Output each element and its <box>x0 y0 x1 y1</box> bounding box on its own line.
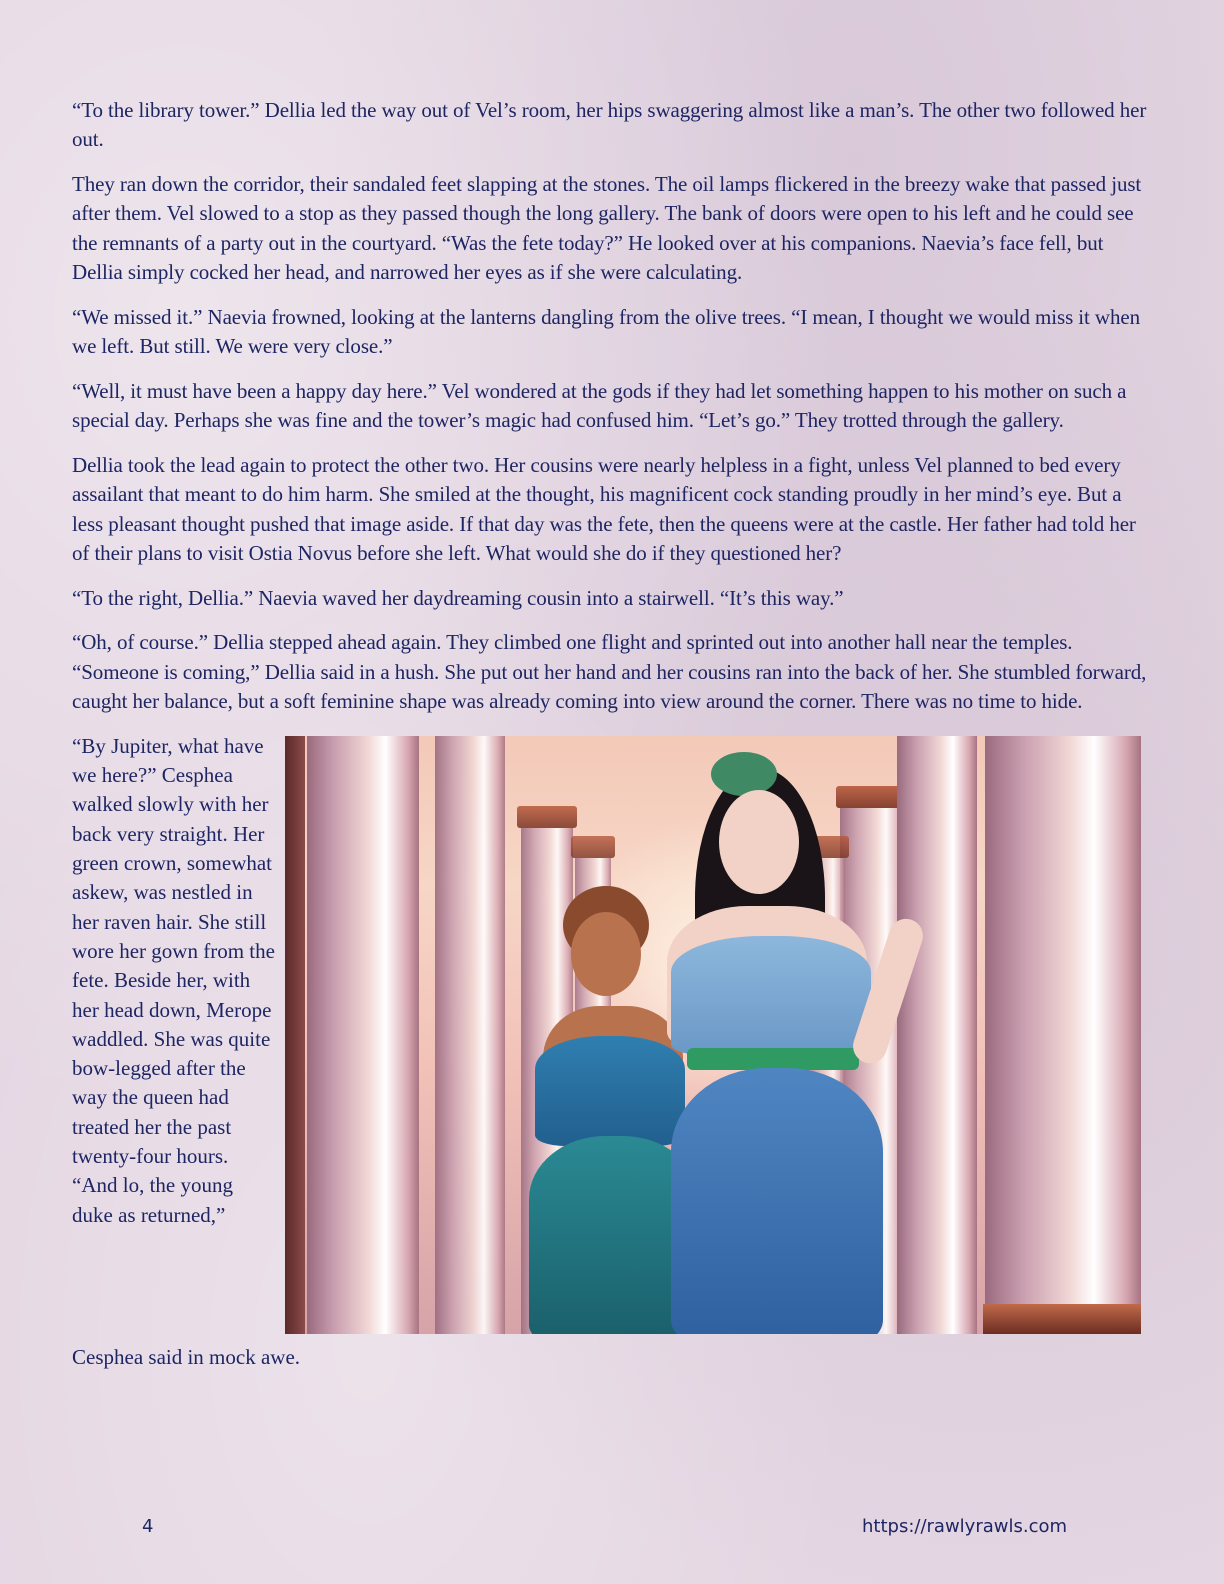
column-base <box>983 1304 1141 1334</box>
page-body <box>72 96 1152 1382</box>
column-capital <box>571 836 615 858</box>
page-number: 4 <box>142 1516 154 1537</box>
figure-cesphea <box>645 746 945 1334</box>
cesphea-crown <box>711 752 777 796</box>
story-paragraph: They ran down the corridor, their sandaled feet slapping at the stones. The oil lamps flickered in the breezy wake that passed just after them. Vel slowed to a stop as they passed though the long gallery. The bank of doors were open to his left and he could see the remnants of a party out in the courtyard. “Was the fete today?” He looked over at his companions. Naevia’s face fell, but Dellia simply cocked her head, and narrowed her eyes as if she were calculating. <box>72 172 1142 284</box>
story-paragraph: “To the library tower.” Dellia led the way out of Vel’s room, her hips swaggering almost like a man’s. The other two followed her out. <box>72 98 1147 152</box>
image-wrap-section <box>72 732 1152 1382</box>
cesphea-face <box>719 790 799 894</box>
story-paragraph: “We missed it.” Naevia frowned, looking at the lanterns dangling from the olive trees. “I mean, I thought we would miss it when we left. But still. We were very close.” <box>72 304 1141 359</box>
wrapped-paragraph-tail: Cesphea said in mock awe. <box>72 1344 301 1369</box>
website-link[interactable]: https://rawlyrawls.com <box>862 1516 1068 1537</box>
cesphea-belt <box>687 1048 859 1070</box>
cesphea-bodice <box>671 936 871 1056</box>
story-illustration <box>285 736 1141 1334</box>
column <box>307 736 419 1334</box>
cesphea-gown <box>671 1068 883 1334</box>
column-capital <box>517 806 577 828</box>
story-paragraph: Dellia took the lead again to protect the other two. Her cousins were nearly helpless in a fight, unless Vel planned to bed every assailant that meant to do him harm. She smiled at the thought, his magnificent cock standing proudly in her mind’s eye. But a less pleasant thought pushed that image aside. If that day was the fete, then the queens were at the castle. Her father had told her of their plans to visit Ostia Novus before she left. What would she do if they questioned her? <box>72 452 1136 565</box>
story-paragraph: “Oh, of course.” Dellia stepped ahead again. They climbed one flight and sprinted out into another hall near the temples. “Someone is coming,” Dellia said in a hush. She put out her hand and her cousins ran into the back of her. She stumbled forward, caught her balance, but a soft feminine shape was already coming into view around the corner. There was no time to hide. <box>72 630 1147 714</box>
wrapped-paragraph: “By Jupiter, what have we here?” Cesphea walked slowly with her back very straight. Her green crown, somewhat askew, was nestled in her raven hair. She still wore her gown from the fete. Beside her, with her head down, Merope waddled. She was quite bow-legged after the way the queen had treated her the past twenty-four hours. “And lo, the young duke as returned,” <box>72 733 275 1227</box>
story-paragraph: “Well, it must have been a happy day here.” Vel wondered at the gods if they had let something happen to his mother on such a special day. Perhaps she was fine and the tower’s magic had confused him. “Let’s go.” They trotted through the gallery. <box>72 378 1127 433</box>
column <box>985 736 1141 1334</box>
column <box>285 736 305 1334</box>
merope-face <box>571 912 641 996</box>
column <box>435 736 505 1334</box>
story-paragraph: “To the right, Dellia.” Naevia waved her daydreaming cousin into a stairwell. “It’s this way.” <box>72 585 844 610</box>
